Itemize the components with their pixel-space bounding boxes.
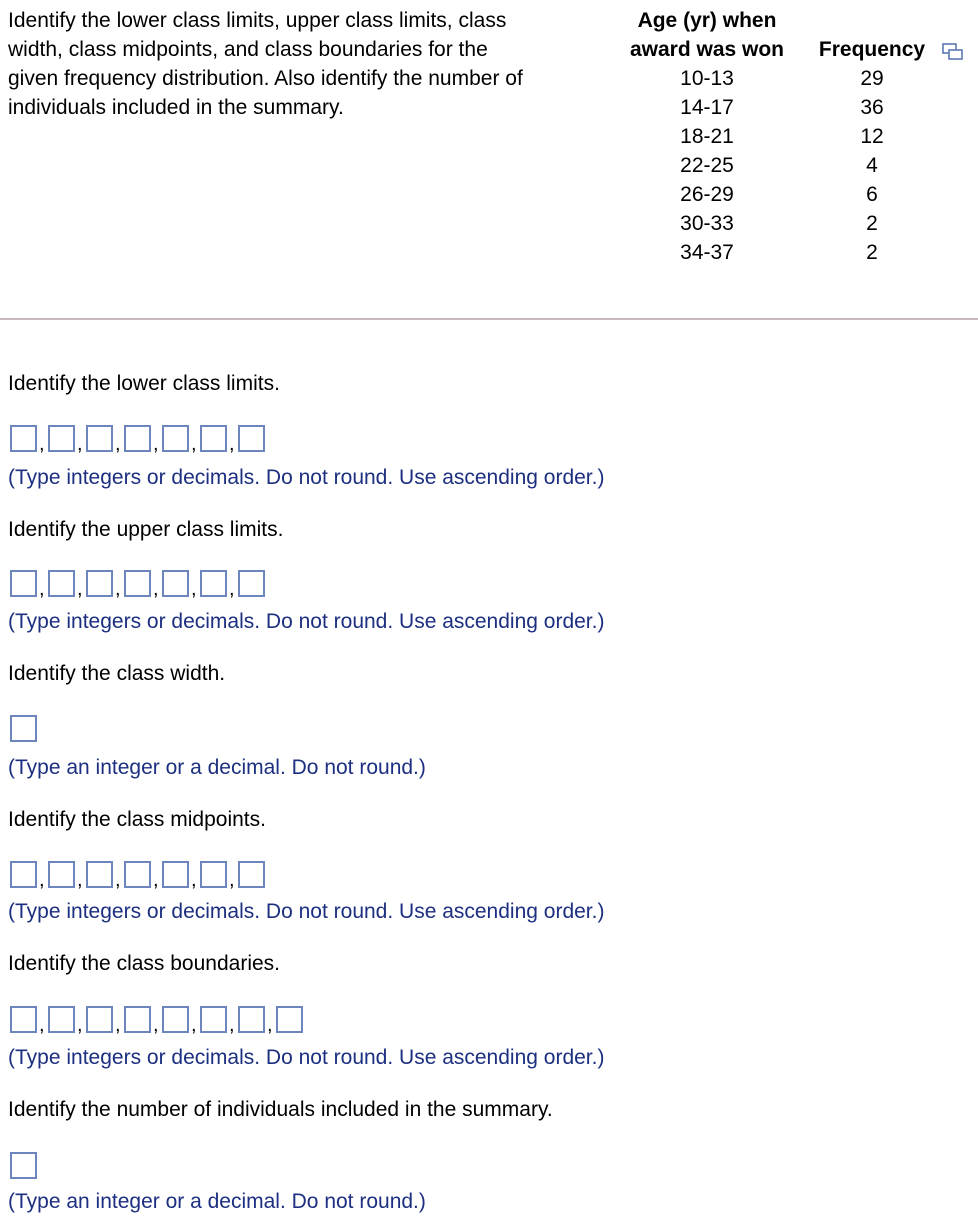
answer-input-box[interactable] [124,570,151,597]
answer-group-midpoints [10,861,265,891]
separator-comma: , [77,1014,83,1036]
copy-icon[interactable] [942,40,964,58]
answer-group-lower-limits [10,425,265,455]
answer-input-box[interactable] [200,1006,227,1033]
age-header-line1: Age (yr) when [637,9,777,32]
separator-comma: , [77,578,83,600]
answer-input-box[interactable] [48,570,75,597]
problem-statement [8,6,598,122]
age-cell: 30-33 [680,212,734,235]
answer-input-box[interactable] [162,425,189,452]
hint-individuals: (Type an integer or a decimal. Do not round.) [8,1190,426,1213]
hint-boundaries: (Type integers or decimals. Do not round. Use ascending order.) [8,1046,605,1069]
separator-comma: , [153,433,159,455]
frequency-cell: 29 [860,67,884,90]
answer-input-box[interactable] [86,570,113,597]
frequency-header: Frequency [818,38,926,61]
answer-input-box[interactable] [10,425,37,452]
answer-input-box[interactable] [200,570,227,597]
answer-input-box[interactable] [48,1006,75,1033]
separator-comma: , [77,869,83,891]
answer-input-box[interactable] [162,570,189,597]
hint-class-width: (Type an integer or a decimal. Do not round.) [8,756,426,779]
age-cell: 34-37 [680,241,734,264]
answer-input-box[interactable] [48,425,75,452]
separator-comma: , [191,578,197,600]
answer-input-box[interactable] [86,425,113,452]
answer-input-box[interactable] [238,570,265,597]
hint-midpoints: (Type integers or decimals. Do not round. Use ascending order.) [8,900,605,923]
separator-comma: , [39,433,45,455]
answer-input-box[interactable] [86,861,113,888]
answer-input-box[interactable] [124,861,151,888]
answer-input-box[interactable] [276,1006,303,1033]
hint-lower-limits: (Type integers or decimals. Do not round. Use ascending order.) [8,466,605,489]
frequency-cell: 4 [866,154,878,177]
separator-comma: , [153,1014,159,1036]
separator-comma: , [153,578,159,600]
separator-comma: , [191,433,197,455]
frequency-cell: 6 [866,183,878,206]
answer-input-box[interactable] [10,1152,37,1179]
separator-comma: , [229,578,235,600]
separator-comma: , [191,1014,197,1036]
answer-input-box[interactable] [10,570,37,597]
question-upper-limits: Identify the upper class limits. [8,518,284,541]
hint-upper-limits: (Type integers or decimals. Do not round. Use ascending order.) [8,610,605,633]
separator-comma: , [115,578,121,600]
age-cell: 10-13 [680,67,734,90]
answer-input-box[interactable] [238,425,265,452]
frequency-cell: 12 [860,125,884,148]
answer-group-upper-limits [10,570,265,600]
separator-comma: , [267,1014,273,1036]
separator-comma: , [39,578,45,600]
question-individuals: Identify the number of individuals included in the summary. [8,1098,553,1121]
section-divider [0,318,978,320]
age-cell: 26-29 [680,183,734,206]
answer-input-box[interactable] [238,861,265,888]
answer-group-class-width [10,715,37,742]
separator-comma: , [191,869,197,891]
question-class-width: Identify the class width. [8,662,226,685]
question-boundaries: Identify the class boundaries. [8,952,280,975]
answer-input-box[interactable] [86,1006,113,1033]
answer-input-box[interactable] [238,1006,265,1033]
age-cell: 14-17 [680,96,734,119]
frequency-cell: 36 [860,96,884,119]
answer-input-box[interactable] [124,1006,151,1033]
answer-input-box[interactable] [10,715,37,742]
problem-line: Identify the lower class limits, upper class limits, class [8,9,507,32]
problem-line: given frequency distribution. Also identify the number of [8,67,523,90]
question-lower-limits: Identify the lower class limits. [8,372,280,395]
age-cell: 18-21 [680,125,734,148]
separator-comma: , [229,433,235,455]
answer-input-box[interactable] [200,861,227,888]
separator-comma: , [115,869,121,891]
problem-line: width, class midpoints, and class boundaries for the [8,38,488,61]
answer-group-boundaries [10,1006,303,1036]
separator-comma: , [115,433,121,455]
separator-comma: , [39,1014,45,1036]
frequency-cell: 2 [866,241,878,264]
answer-input-box[interactable] [48,861,75,888]
separator-comma: , [77,433,83,455]
separator-comma: , [39,869,45,891]
frequency-cell: 2 [866,212,878,235]
answer-input-box[interactable] [162,861,189,888]
separator-comma: , [229,1014,235,1036]
answer-input-box[interactable] [10,1006,37,1033]
answer-group-individuals [10,1152,37,1179]
problem-line: individuals included in the summary. [8,96,344,119]
answer-input-box[interactable] [200,425,227,452]
separator-comma: , [115,1014,121,1036]
answer-input-box[interactable] [124,425,151,452]
question-midpoints: Identify the class midpoints. [8,808,266,831]
separator-comma: , [229,869,235,891]
age-header-line2: award was won [629,38,785,61]
answer-input-box[interactable] [10,861,37,888]
separator-comma: , [153,869,159,891]
answer-input-box[interactable] [162,1006,189,1033]
age-cell: 22-25 [680,154,734,177]
